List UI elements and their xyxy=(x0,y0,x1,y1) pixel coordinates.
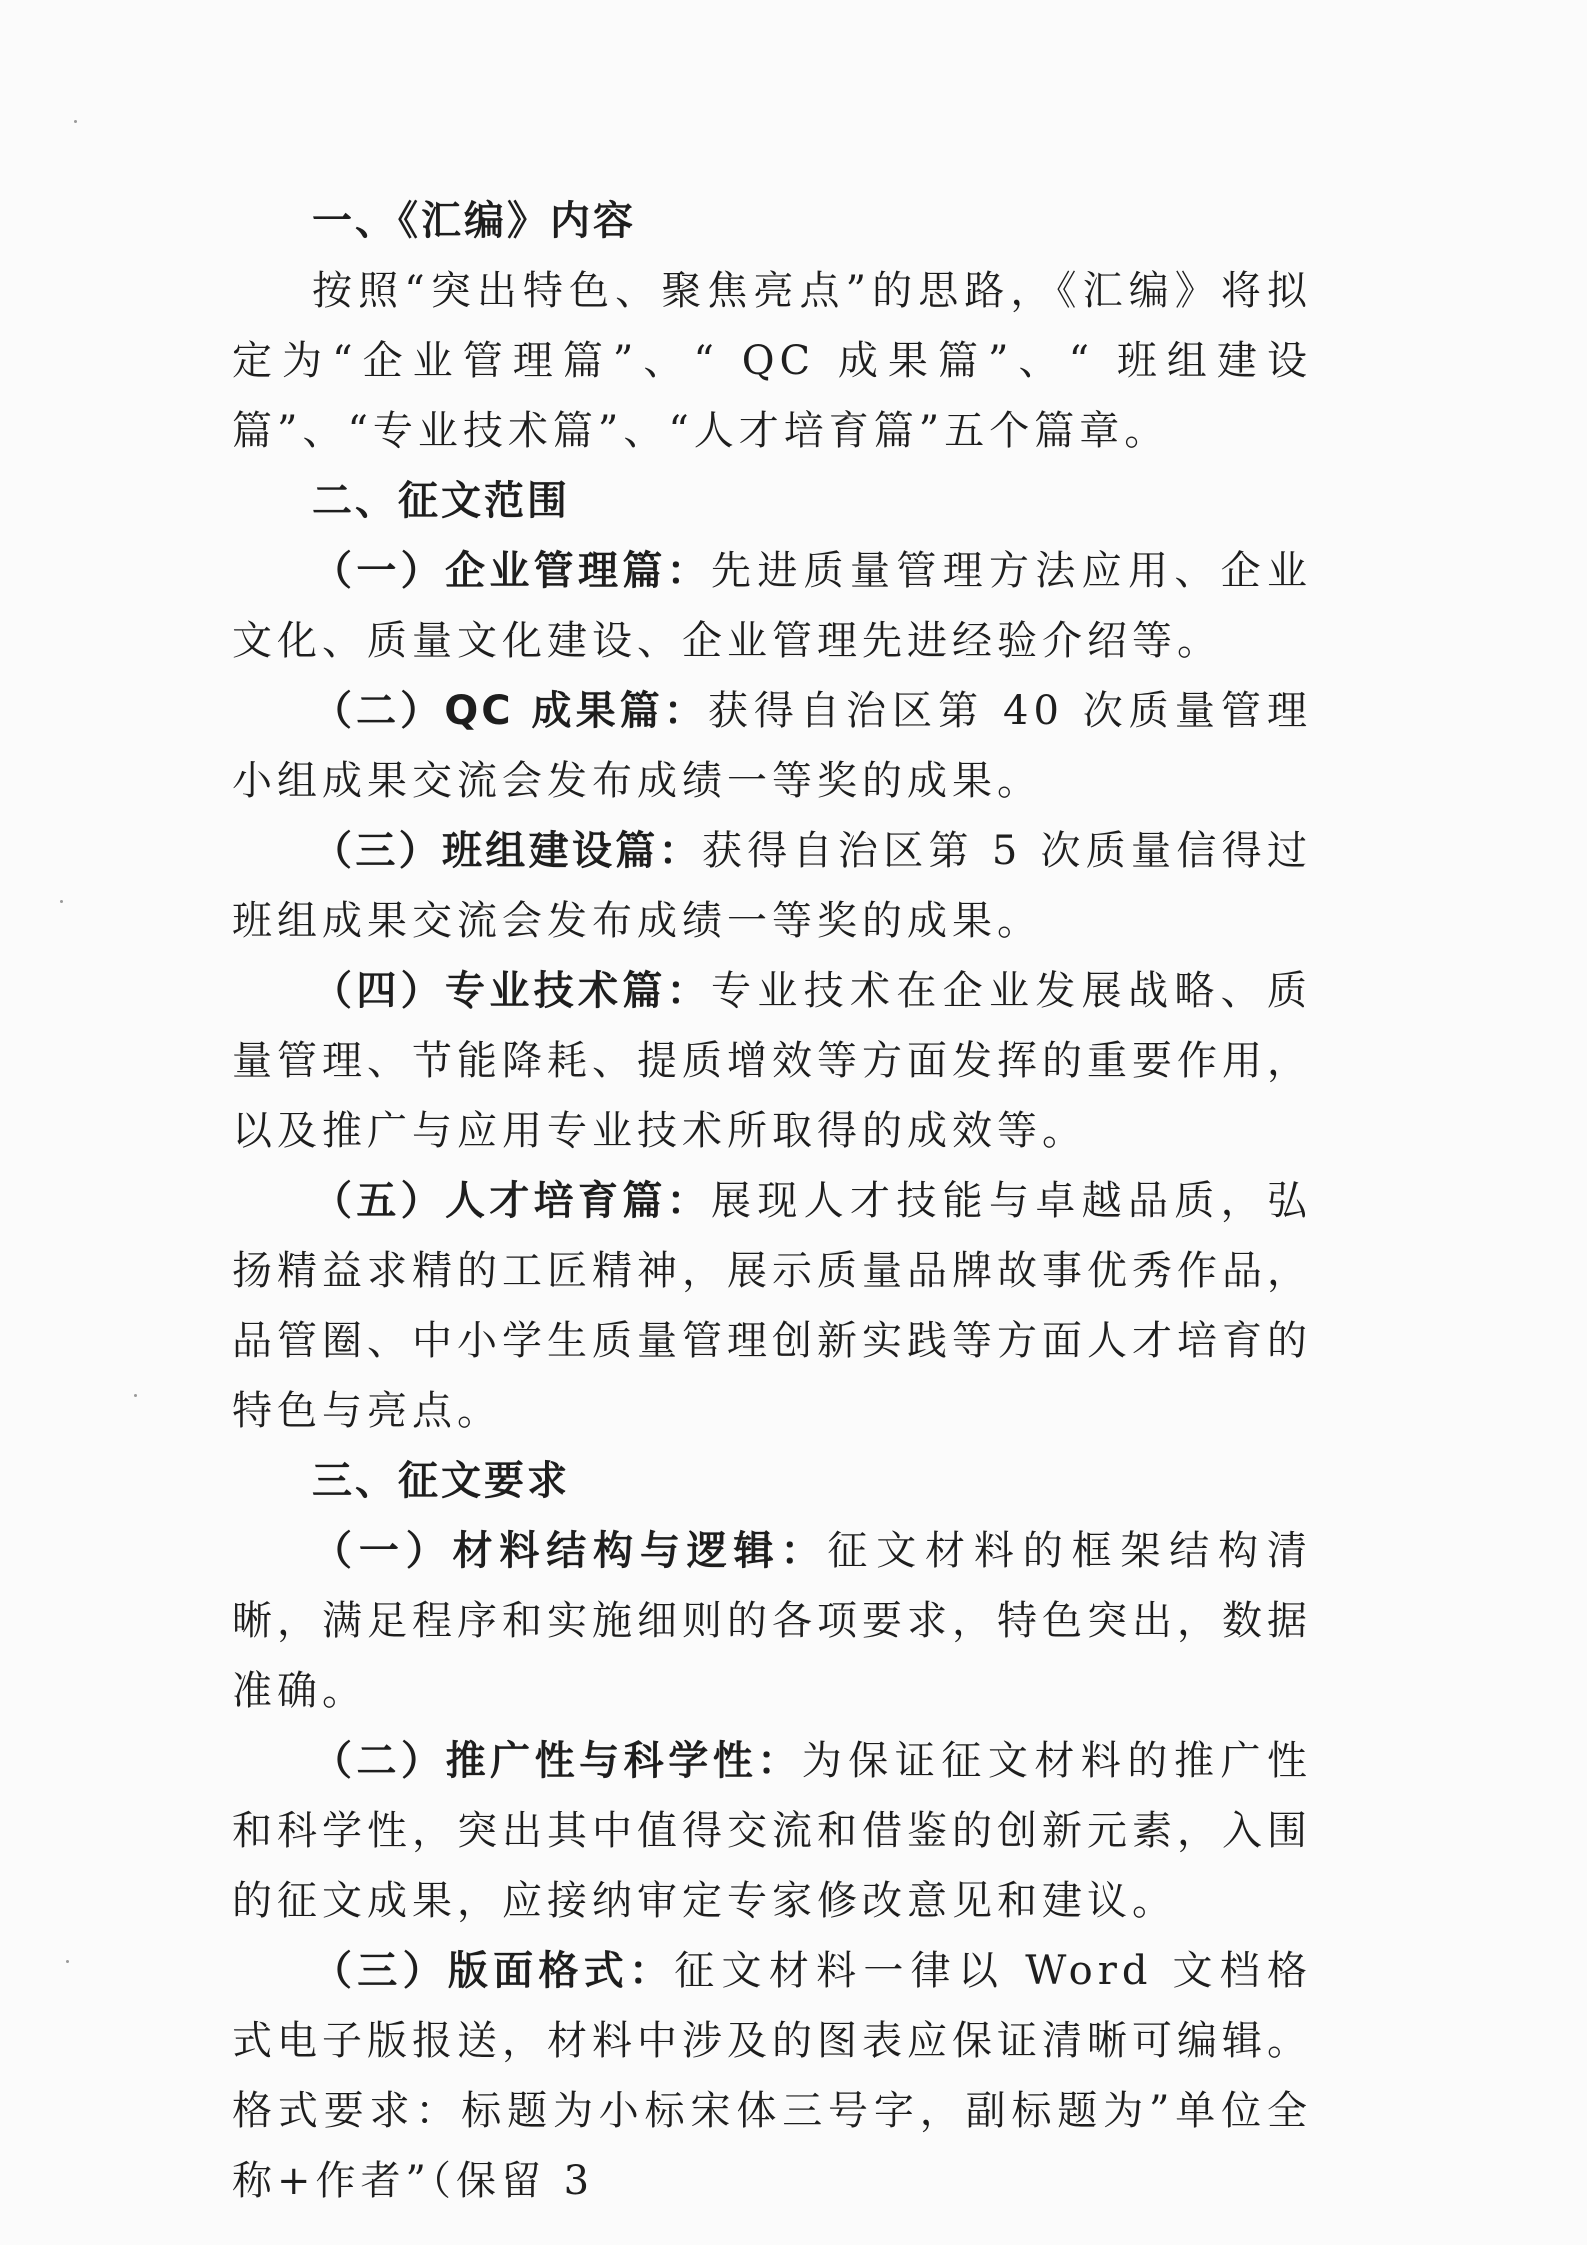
scan-speck xyxy=(134,1394,137,1397)
body-paragraph xyxy=(232,676,1312,816)
paragraph-text: 获得自治区第 5 次质量信得过班组成果交流会发布成绩一等奖的成果。 xyxy=(232,828,1313,944)
scan-speck xyxy=(66,1960,69,1963)
section-heading: 一、《汇编》内容 xyxy=(312,198,636,244)
paragraph-subtitle: （二）推广性与科学性： xyxy=(312,1738,802,1784)
paragraph-subtitle: （三）版面格式： xyxy=(312,1948,675,1994)
paragraph-text: 按照“突出特色、聚焦亮点”的思路，《汇编》将拟定为“企业管理篇”、“ QC 成果篇”、“ 班组建设篇”、“专业技术篇”、“人才培育篇”五个篇章。 xyxy=(232,268,1312,454)
paragraph-subtitle: （四）专业技术篇： xyxy=(312,968,711,1014)
body-paragraph xyxy=(232,1936,1312,2216)
paragraph-text: 专业技术在企业发展战略、质量管理、节能降耗、提质增效等方面发挥的重要作用，以及推广与应用专业技术所取得的成效等。 xyxy=(232,968,1312,1154)
paragraph-text: 获得自治区第 40 次质量管理小组成果交流会发布成绩一等奖的成果。 xyxy=(232,688,1312,804)
body-paragraph xyxy=(232,536,1312,676)
paragraph-subtitle: （一）企业管理篇： xyxy=(312,548,711,594)
paragraph-text: 为保证征文材料的推广性和科学性，突出其中值得交流和借鉴的创新元素，入围的征文成果，应接纳审定专家修改意见和建议。 xyxy=(232,1738,1313,1924)
body-paragraph xyxy=(232,1726,1312,1936)
paragraph-text: 展现人才技能与卓越品质，弘扬精益求精的工匠精神，展示质量品牌故事优秀作品，品管圈、中小学生质量管理创新实践等方面人才培育的特色与亮点。 xyxy=(232,1178,1312,1434)
scan-speck xyxy=(60,900,63,903)
paragraph-subtitle: （五）人才培育篇： xyxy=(312,1178,711,1224)
paragraph-text: 征文材料的框架结构清晰，满足程序和实施细则的各项要求，特色突出，数据准确。 xyxy=(232,1528,1313,1714)
paragraph-text: 征文材料一律以 Word 文档格式电子版报送，材料中涉及的图表应保证清晰可编辑。格式要求：标题为小标宋体三号字，副标题为”单位全称+作者”（保留 3 xyxy=(232,1948,1313,2204)
section-essay-requirements xyxy=(232,1446,1312,2216)
body-paragraph xyxy=(232,956,1312,1166)
paragraph-subtitle: （二）QC 成果篇： xyxy=(312,688,708,734)
section-heading: 二、征文范围 xyxy=(312,478,570,524)
body-paragraph xyxy=(232,816,1312,956)
paragraph-subtitle: （一）材料结构与逻辑： xyxy=(312,1528,828,1574)
scan-speck xyxy=(74,120,77,123)
section-essay-scope xyxy=(232,466,1312,1446)
paragraph-text: 先进质量管理方法应用、企业文化、质量文化建设、企业管理先进经验介绍等。 xyxy=(232,548,1312,664)
section-heading: 三、征文要求 xyxy=(312,1458,570,1504)
paragraph-subtitle: （三）班组建设篇： xyxy=(312,828,702,874)
body-paragraph xyxy=(232,1166,1312,1446)
section-compilation-content xyxy=(232,186,1312,466)
body-paragraph xyxy=(232,1516,1312,1726)
document-body xyxy=(232,186,1312,2216)
body-paragraph xyxy=(232,256,1312,466)
